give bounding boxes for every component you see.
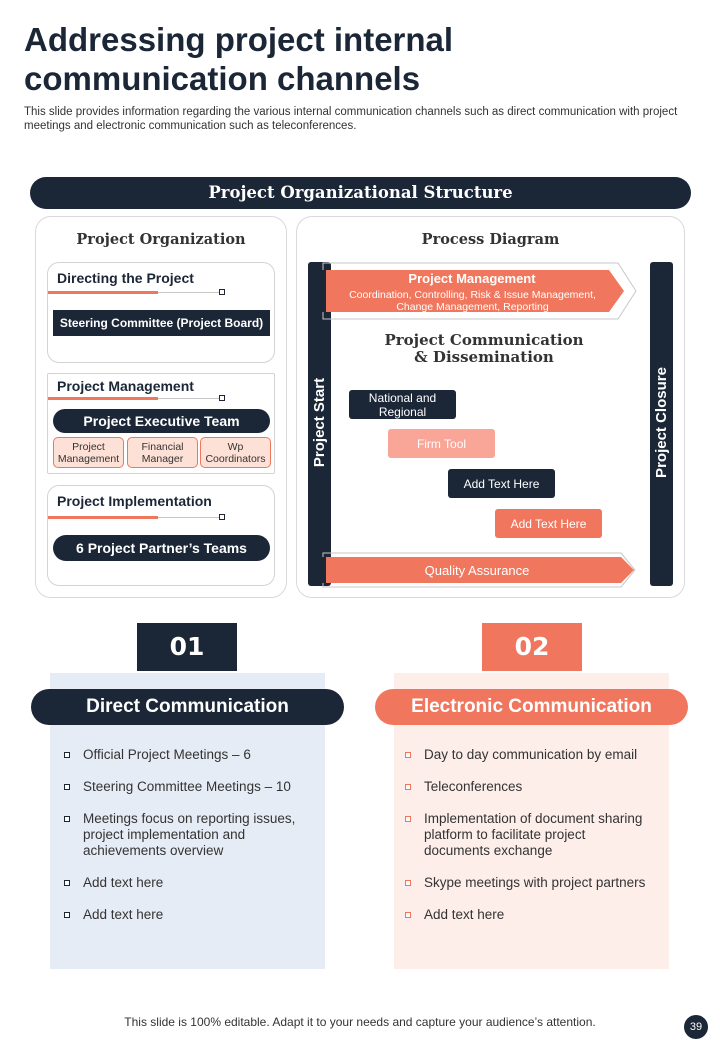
process-box: National and Regional (349, 390, 456, 419)
management-box (47, 373, 275, 474)
bullet-icon (64, 784, 70, 790)
project-closure-bar (650, 262, 673, 586)
list-item: Steering Committee Meetings – 10 (61, 779, 301, 795)
process-box: Add Text Here (448, 469, 555, 498)
org-structure-header: Project Organizational Structure (30, 177, 691, 209)
sub-role-box: Financial Manager (127, 437, 198, 468)
process-diagram-title: Process Diagram (421, 231, 560, 248)
process-box: Firm Tool (388, 429, 495, 458)
bullet-icon (405, 784, 411, 790)
divider (158, 292, 220, 293)
accent-line (48, 397, 158, 400)
bullet-icon (405, 880, 411, 886)
project-organization-title: Project Organization (76, 231, 246, 248)
project-start-label: Project Start (311, 377, 328, 468)
communication-title: Project Communication & Dissemination (384, 331, 584, 366)
line-end-dot (219, 514, 225, 520)
project-organization-panel (35, 216, 287, 598)
list-item: Meetings focus on reporting issues, project implementation and achievements overview (61, 811, 301, 859)
electronic-communication-header: Electronic Communication (375, 689, 688, 725)
bullet-icon (64, 816, 70, 822)
bullet-icon (405, 816, 411, 822)
line-end-dot (219, 289, 225, 295)
implementation-title: Project Implementation (57, 493, 212, 509)
top-band-title: Project Management (408, 271, 536, 286)
process-diagram-panel (296, 216, 685, 598)
directing-box (47, 262, 275, 363)
electronic-number-box: 02 (482, 623, 582, 671)
accent-line (48, 516, 158, 519)
quality-assurance-label: Quality Assurance (424, 563, 530, 578)
list-item: Implementation of document sharing platform to facilitate project documents exchange (402, 811, 654, 859)
direct-number-box: 01 (137, 623, 237, 671)
footer-note: This slide is 100% editable. Adapt it to your needs and capture your audience’s attention. (124, 1015, 596, 1029)
direct-list (61, 747, 301, 939)
electronic-list (402, 747, 654, 939)
page-number: 39 (684, 1015, 708, 1039)
bullet-icon (405, 912, 411, 918)
divider (158, 517, 220, 518)
list-item: Teleconferences (402, 779, 654, 795)
executive-team-pill: Project Executive Team (53, 409, 270, 433)
page-title: Addressing project internal communication channels (24, 21, 454, 97)
steering-committee-pill: Steering Committee (Project Board) (53, 310, 270, 336)
implementation-box (47, 485, 275, 586)
accent-line (48, 291, 158, 294)
list-item: Add text here (402, 907, 654, 923)
sub-role-box: Wp Coordinators (200, 437, 271, 468)
divider (158, 398, 220, 399)
direct-communication-header: Direct Communication (31, 689, 344, 725)
bullet-icon (64, 880, 70, 886)
project-closure-label: Project Closure (653, 367, 670, 478)
directing-title: Directing the Project (57, 270, 194, 286)
list-item: Add text here (61, 907, 301, 923)
line-end-dot (219, 395, 225, 401)
page-subtitle: This slide provides information regarding the various internal communication channels such as direct communication with project meetings and electronic communication such as teleconferences. (24, 106, 678, 132)
bullet-icon (405, 752, 411, 758)
list-item: Day to day communication by email (402, 747, 654, 763)
process-box: Add Text Here (495, 509, 602, 538)
list-item: Official Project Meetings – 6 (61, 747, 301, 763)
bullet-icon (64, 912, 70, 918)
list-item: Skype meetings with project partners (402, 875, 654, 891)
list-item: Add text here (61, 875, 301, 891)
bullet-icon (64, 752, 70, 758)
sub-role-box: Project Management (53, 437, 124, 468)
management-title: Project Management (57, 378, 194, 394)
partner-teams-pill: 6 Project Partner’s Teams (53, 535, 270, 561)
top-band-text: Coordination, Controlling, Risk & Issue Management, Change Management, Reporting (349, 289, 596, 313)
